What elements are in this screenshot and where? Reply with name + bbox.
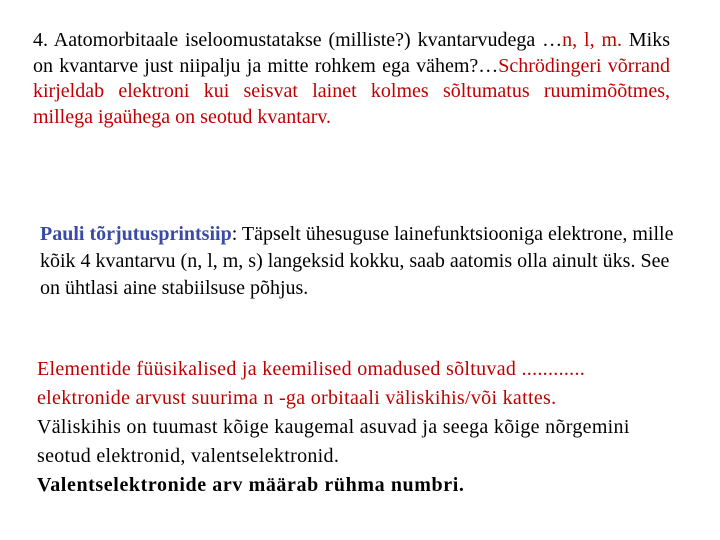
quantum-numbers-highlight: n, l, m.	[562, 29, 623, 51]
question-text: Miks on kvantarve just niipalju ja mitte rohkem ega vähem?…	[33, 29, 670, 77]
group-number-rule: Valentselektronide arv määrab rühma numbri.	[37, 474, 465, 496]
paragraph-pauli-principle	[40, 221, 685, 302]
pauli-term: Pauli tõrjutusprintsiip	[40, 223, 232, 245]
lead-text: 4. Aatomorbitaale iseloomustatakse (milliste?) kvantarvudega …	[33, 29, 563, 51]
schrodinger-explanation: Schrödingeri võrrand kirjeldab elektroni kui seisvat lainet kolmes sõltumatus ruumimõõtmes, millega igaühega on seotud kvantarv.	[33, 54, 671, 128]
pauli-text: : Täpselt ühesuguse lainefunktsiooniga elektrone, mille kõik 4 kvantarvu (n, l, m, s) langeksid kokku, saab aatomis olla ainult üks. See on ühtlasi aine stabiilsuse põhjus.	[40, 223, 674, 299]
valence-description: Väliskihis on tuumast kõige kaugemal asuvad ja seega kõige nõrgemini seotud elektronid, valentselektronid.	[37, 416, 630, 467]
properties-dependence: Elementide füüsikalised ja keemilised omadused sõltuvad ............ elektronide arvust suurima n -ga orbitaali väliskihis/või kattes.	[37, 358, 586, 409]
paragraph-atomic-orbitals	[33, 28, 670, 130]
paragraph-valence-electrons	[37, 355, 677, 500]
